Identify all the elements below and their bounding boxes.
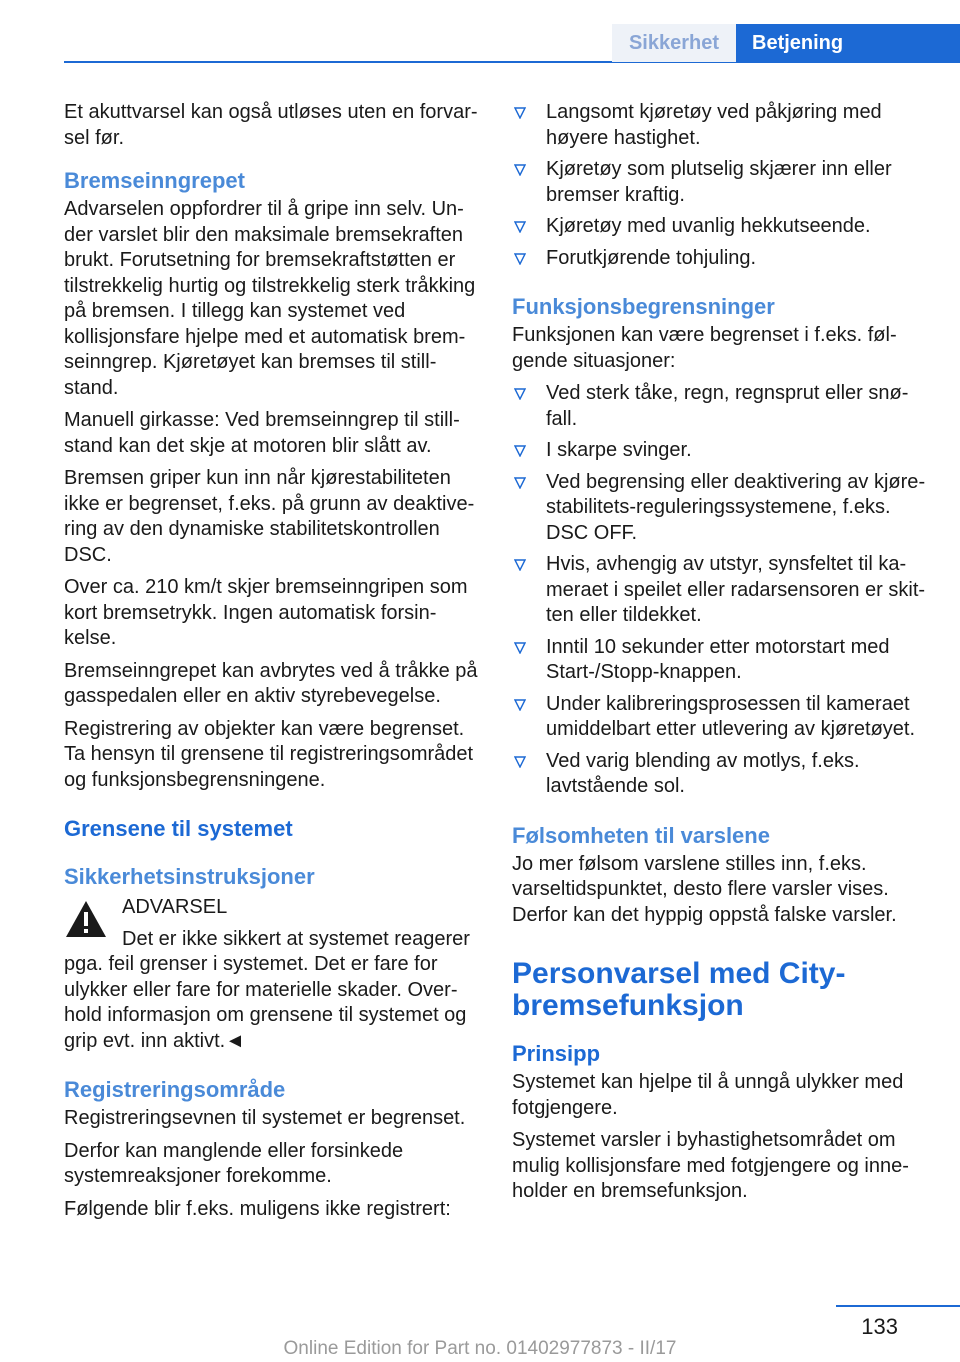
heading-folsomheten: Følsomheten til varslene [512, 822, 770, 848]
list-not-detected [512, 100, 926, 271]
list-item: I skarpe svinger. [512, 438, 926, 464]
heading-grensene: Grensene til systemet [64, 816, 293, 841]
triangle-bullet-icon [514, 699, 526, 711]
warning-title: ADVARSEL [122, 896, 228, 918]
brake-paragraph-5: Bremseinngrepet kan avbrytes ved å tråkke på gasspedalen eller en aktiv styrebevegelse. [64, 659, 478, 707]
func-intro: Funksjonen kan være begrenset i f.eks. følgende situasjoner: [512, 324, 897, 372]
list-func-limits [512, 381, 926, 800]
tab-betjening[interactable]: Betjening [736, 24, 960, 62]
triangle-bullet-icon [514, 477, 526, 489]
list-item: Inntil 10 sekunder etter motorstart med Start-/Stopp-knappen. [512, 635, 926, 686]
triangle-bullet-icon [514, 445, 526, 457]
right-column [512, 100, 926, 1212]
triangle-bullet-icon [514, 164, 526, 176]
list-item: Kjøretøy med uvanlig hekkutseende. [512, 214, 926, 240]
list-item: Forutkjørende tohjuling. [512, 246, 926, 272]
footer-rule [836, 1305, 960, 1307]
triangle-bullet-icon [514, 642, 526, 654]
warning-first-line: Det er ikke sikkert at systemet reagerer [122, 927, 470, 950]
warning-block [64, 895, 478, 921]
triangle-bullet-icon [514, 221, 526, 233]
triangle-bullet-icon [514, 107, 526, 119]
triangle-bullet-icon [514, 756, 526, 768]
warning-rest: pga. feil grenser i systemet. Det er fare for ulykker eller fare for materielle skader. Overhold informasjon om grensene til systemet og grip evt. inn aktivt.◄ [64, 953, 467, 1052]
principle-paragraph-1: Systemet kan hjelpe til å unngå ulykker med fotgjengere. [512, 1071, 904, 1119]
intro-paragraph: Et akuttvarsel kan også utløses uten en forvarsel før. [64, 101, 478, 149]
heading-registreringsomrade: Registreringsområde [64, 1077, 286, 1102]
list-item: Hvis, avhengig av utstyr, synsfeltet til kameraet i speilet eller radarsensoren er skitten eller tildekket. [512, 552, 926, 629]
heading-bremseinngrepet: Bremseinngrepet [64, 168, 245, 193]
list-item: Ved varig blending av motlys, f.eks. lavtstående sol. [512, 749, 926, 800]
edition-footer: Online Edition for Part no. 01402977873 - II/17 [283, 1338, 677, 1359]
triangle-bullet-icon [514, 388, 526, 400]
page-number: 133 [861, 1314, 898, 1339]
principle-paragraph-2: Systemet varsler i byhastighetsområdet om mulig kollisjonsfare med fotgjengere og inneholder en bremsefunksjon. [512, 1129, 909, 1202]
heading-prinsipp: Prinsipp [512, 1041, 601, 1066]
list-item: Ved sterk tåke, regn, regnsprut eller snøfall. [512, 381, 926, 432]
triangle-bullet-icon [514, 253, 526, 265]
list-item: Under kalibreringsprosessen til kameraet umiddelbart etter utlevering av kjøretøyet. [512, 692, 926, 743]
list-item: Ved begrensing eller deaktivering av kjørestabilitets-reguleringssystemene, f.eks. DSC OFF. [512, 470, 926, 547]
brake-paragraph-4: Over ca. 210 km/t skjer bremseinngripen som kort bremsetrykk. Ingen automatisk forsinkelse. [64, 576, 468, 649]
list-item: Kjøretøy som plutselig skjærer inn eller bremser kraftig. [512, 157, 926, 208]
brake-paragraph-1: Advarselen oppfordrer til å gripe inn selv. Under varslet blir den maksimale bremsekraften brukt. Forutsetning for bremsekraftstøtten er tilstrekkelig hurtig og tilstrekkelig sterk tråkking på bremsen. I tillegg kan systemet ved kollisjonsfare hjelpe med et automatisk bremseinngrep. Kjøretøyet kan bremses til stillstand. [64, 198, 476, 399]
heading-funksjonsbegrensninger: Funksjonsbegrensninger [512, 294, 775, 319]
heading-personvarsel: Personvarsel med City-bremsefunksjon [512, 957, 846, 1022]
sens-paragraph: Jo mer følsom varslene stilles inn, f.eks. varseltidspunktet, desto flere varsler vises. Derfor kan det hyppig oppstå falske varsler. [512, 852, 897, 926]
tab-sikkerhet[interactable]: Sikkerhet [612, 24, 736, 62]
warning-text [64, 927, 478, 1055]
range-paragraph-2: Derfor kan manglende eller forsinkede systemreaksjoner forekomme. [64, 1139, 404, 1187]
left-column [64, 100, 478, 1229]
range-paragraph-1: Registreringsevnen til systemet er begrenset. [64, 1107, 466, 1129]
brake-paragraph-6: Registrering av objekter kan være begrenset. Ta hensyn til grensene til registreringsområdet og funksjonsbegrensningene. [64, 717, 474, 791]
heading-sikkerhetsinstruksjoner: Sikkerhetsinstruksjoner [64, 864, 315, 889]
brake-paragraph-3: Bremsen griper kun inn når kjørestabiliteten ikke er begrenset, f.eks. på grunn av deaktivering av den dynamiske stabilitetskontrollen DSC. [64, 467, 475, 566]
list-item: Langsomt kjøretøy ved påkjøring med høyere hastighet. [512, 100, 926, 151]
warning-icon [64, 899, 108, 939]
range-paragraph-3: Følgende blir f.eks. muligens ikke registrert: [64, 1197, 451, 1220]
triangle-bullet-icon [514, 559, 526, 571]
brake-paragraph-2: Manuell girkasse: Ved bremseinngrep til stillstand kan det skje at motoren blir slått av. [64, 409, 460, 457]
